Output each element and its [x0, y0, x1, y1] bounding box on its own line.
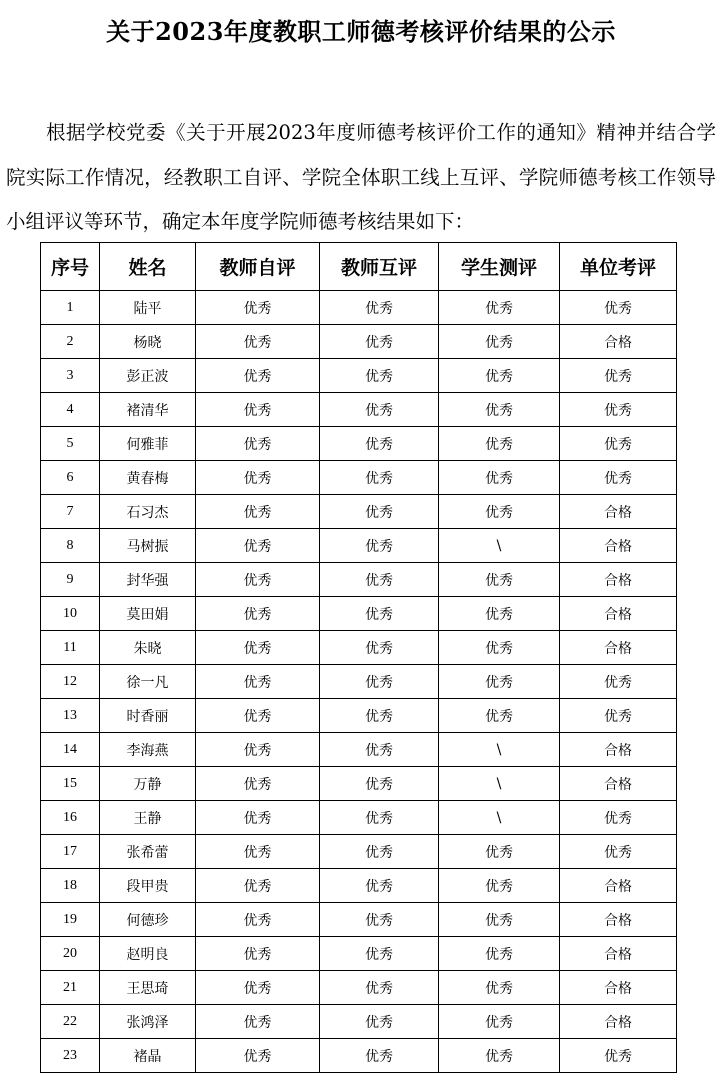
cell-index: 17	[41, 835, 100, 869]
cell-index: 12	[41, 665, 100, 699]
cell-unit-eval: 合格	[560, 937, 677, 971]
header-unit-eval: 单位考评	[560, 243, 677, 291]
cell-index: 21	[41, 971, 100, 1005]
table-row	[41, 767, 677, 801]
cell-self-eval: 优秀	[196, 937, 320, 971]
cell-unit-eval: 优秀	[560, 393, 677, 427]
results-table	[40, 242, 677, 1073]
cell-name: 张鸿泽	[100, 1005, 196, 1039]
cell-name: 黄春梅	[100, 461, 196, 495]
cell-student-eval: 优秀	[439, 291, 560, 325]
cell-name: 王思琦	[100, 971, 196, 1005]
cell-self-eval: 优秀	[196, 597, 320, 631]
cell-unit-eval: 合格	[560, 903, 677, 937]
cell-student-eval: 优秀	[439, 699, 560, 733]
cell-peer-eval: 优秀	[320, 597, 439, 631]
cell-name: 石习杰	[100, 495, 196, 529]
cell-student-eval: 优秀	[439, 461, 560, 495]
cell-peer-eval: 优秀	[320, 631, 439, 665]
table-row	[41, 869, 677, 903]
cell-student-eval: \	[439, 733, 560, 767]
cell-index: 19	[41, 903, 100, 937]
cell-student-eval: 优秀	[439, 563, 560, 597]
cell-name: 马树振	[100, 529, 196, 563]
table-row	[41, 427, 677, 461]
intro-paragraph: 根据学校党委《关于开展2023年度师德考核评价工作的通知》精神并结合学院实际工作情况，经教职工自评、学院全体职工线上互评、学院师德考核工作领导小组评议等环节，确定本年度学院师德考核结果如下：	[6, 121, 716, 233]
cell-index: 14	[41, 733, 100, 767]
cell-name: 褚晶	[100, 1039, 196, 1073]
cell-student-eval: 优秀	[439, 1005, 560, 1039]
cell-index: 16	[41, 801, 100, 835]
cell-peer-eval: 优秀	[320, 733, 439, 767]
cell-peer-eval: 优秀	[320, 359, 439, 393]
cell-unit-eval: 优秀	[560, 291, 677, 325]
header-index: 序号	[41, 243, 100, 291]
cell-peer-eval: 优秀	[320, 461, 439, 495]
cell-student-eval: 优秀	[439, 835, 560, 869]
cell-student-eval: 优秀	[439, 903, 560, 937]
cell-peer-eval: 优秀	[320, 529, 439, 563]
cell-name: 莫田娟	[100, 597, 196, 631]
cell-peer-eval: 优秀	[320, 325, 439, 359]
cell-self-eval: 优秀	[196, 699, 320, 733]
cell-unit-eval: 合格	[560, 495, 677, 529]
cell-peer-eval: 优秀	[320, 699, 439, 733]
cell-peer-eval: 优秀	[320, 393, 439, 427]
cell-self-eval: 优秀	[196, 801, 320, 835]
cell-student-eval: 优秀	[439, 359, 560, 393]
cell-unit-eval: 优秀	[560, 427, 677, 461]
cell-peer-eval: 优秀	[320, 563, 439, 597]
cell-self-eval: 优秀	[196, 767, 320, 801]
cell-unit-eval: 优秀	[560, 1039, 677, 1073]
table-row	[41, 563, 677, 597]
table-row	[41, 835, 677, 869]
cell-name: 何德珍	[100, 903, 196, 937]
cell-self-eval: 优秀	[196, 529, 320, 563]
cell-self-eval: 优秀	[196, 1039, 320, 1073]
cell-name: 徐一凡	[100, 665, 196, 699]
cell-name: 张希蕾	[100, 835, 196, 869]
table-row	[41, 665, 677, 699]
cell-unit-eval: 优秀	[560, 699, 677, 733]
cell-self-eval: 优秀	[196, 733, 320, 767]
table-row	[41, 903, 677, 937]
cell-student-eval: 优秀	[439, 427, 560, 461]
cell-name: 陆平	[100, 291, 196, 325]
cell-unit-eval: 优秀	[560, 665, 677, 699]
table-row	[41, 461, 677, 495]
cell-unit-eval: 优秀	[560, 461, 677, 495]
cell-unit-eval: 合格	[560, 733, 677, 767]
cell-student-eval: 优秀	[439, 597, 560, 631]
cell-self-eval: 优秀	[196, 869, 320, 903]
cell-unit-eval: 优秀	[560, 835, 677, 869]
cell-index: 11	[41, 631, 100, 665]
cell-unit-eval: 优秀	[560, 801, 677, 835]
table-row	[41, 325, 677, 359]
table-row	[41, 1005, 677, 1039]
table-row	[41, 1039, 677, 1073]
cell-index: 7	[41, 495, 100, 529]
table-row	[41, 529, 677, 563]
cell-index: 2	[41, 325, 100, 359]
cell-peer-eval: 优秀	[320, 971, 439, 1005]
table-row	[41, 699, 677, 733]
cell-peer-eval: 优秀	[320, 427, 439, 461]
cell-index: 13	[41, 699, 100, 733]
cell-self-eval: 优秀	[196, 291, 320, 325]
cell-name: 时香丽	[100, 699, 196, 733]
cell-student-eval: 优秀	[439, 869, 560, 903]
cell-peer-eval: 优秀	[320, 767, 439, 801]
cell-unit-eval: 合格	[560, 1005, 677, 1039]
cell-index: 23	[41, 1039, 100, 1073]
header-self-eval: 教师自评	[196, 243, 320, 291]
cell-self-eval: 优秀	[196, 495, 320, 529]
header-student-eval: 学生测评	[439, 243, 560, 291]
cell-index: 10	[41, 597, 100, 631]
cell-unit-eval: 合格	[560, 597, 677, 631]
cell-index: 8	[41, 529, 100, 563]
cell-peer-eval: 优秀	[320, 801, 439, 835]
cell-name: 万静	[100, 767, 196, 801]
cell-index: 5	[41, 427, 100, 461]
document-title: 关于2023年度教职工师德考核评价结果的公示	[106, 17, 616, 46]
cell-self-eval: 优秀	[196, 631, 320, 665]
cell-unit-eval: 合格	[560, 869, 677, 903]
cell-student-eval: \	[439, 767, 560, 801]
cell-unit-eval: 合格	[560, 325, 677, 359]
table-row	[41, 937, 677, 971]
cell-index: 15	[41, 767, 100, 801]
cell-name: 朱晓	[100, 631, 196, 665]
cell-peer-eval: 优秀	[320, 1005, 439, 1039]
cell-name: 段甲贵	[100, 869, 196, 903]
table-row	[41, 291, 677, 325]
cell-self-eval: 优秀	[196, 1005, 320, 1039]
table-row	[41, 495, 677, 529]
cell-unit-eval: 优秀	[560, 359, 677, 393]
cell-student-eval: 优秀	[439, 393, 560, 427]
cell-unit-eval: 合格	[560, 563, 677, 597]
table-row	[41, 597, 677, 631]
cell-student-eval: \	[439, 529, 560, 563]
cell-unit-eval: 合格	[560, 767, 677, 801]
cell-student-eval: 优秀	[439, 631, 560, 665]
cell-index: 20	[41, 937, 100, 971]
cell-student-eval: 优秀	[439, 937, 560, 971]
cell-index: 6	[41, 461, 100, 495]
cell-self-eval: 优秀	[196, 325, 320, 359]
cell-self-eval: 优秀	[196, 359, 320, 393]
cell-name: 李海燕	[100, 733, 196, 767]
cell-peer-eval: 优秀	[320, 835, 439, 869]
cell-student-eval: 优秀	[439, 971, 560, 1005]
header-name: 姓名	[100, 243, 196, 291]
cell-peer-eval: 优秀	[320, 937, 439, 971]
cell-student-eval: 优秀	[439, 495, 560, 529]
cell-name: 褚清华	[100, 393, 196, 427]
cell-index: 18	[41, 869, 100, 903]
cell-peer-eval: 优秀	[320, 903, 439, 937]
cell-self-eval: 优秀	[196, 971, 320, 1005]
table-row	[41, 631, 677, 665]
cell-peer-eval: 优秀	[320, 495, 439, 529]
table-row	[41, 801, 677, 835]
cell-peer-eval: 优秀	[320, 869, 439, 903]
cell-peer-eval: 优秀	[320, 665, 439, 699]
header-peer-eval: 教师互评	[320, 243, 439, 291]
cell-student-eval: 优秀	[439, 325, 560, 359]
cell-self-eval: 优秀	[196, 665, 320, 699]
cell-self-eval: 优秀	[196, 835, 320, 869]
cell-name: 王静	[100, 801, 196, 835]
cell-peer-eval: 优秀	[320, 1039, 439, 1073]
cell-unit-eval: 合格	[560, 631, 677, 665]
table-body	[41, 291, 677, 1073]
cell-index: 4	[41, 393, 100, 427]
cell-unit-eval: 合格	[560, 529, 677, 563]
cell-index: 22	[41, 1005, 100, 1039]
table-row	[41, 393, 677, 427]
cell-self-eval: 优秀	[196, 903, 320, 937]
cell-index: 1	[41, 291, 100, 325]
cell-student-eval: 优秀	[439, 1039, 560, 1073]
cell-index: 3	[41, 359, 100, 393]
table-row	[41, 359, 677, 393]
cell-name: 封华强	[100, 563, 196, 597]
table-row	[41, 733, 677, 767]
cell-name: 赵明良	[100, 937, 196, 971]
cell-name: 杨晓	[100, 325, 196, 359]
cell-peer-eval: 优秀	[320, 291, 439, 325]
cell-unit-eval: 合格	[560, 971, 677, 1005]
cell-self-eval: 优秀	[196, 461, 320, 495]
cell-student-eval: \	[439, 801, 560, 835]
cell-self-eval: 优秀	[196, 427, 320, 461]
cell-name: 何雅菲	[100, 427, 196, 461]
table-header-row	[41, 243, 677, 291]
cell-self-eval: 优秀	[196, 563, 320, 597]
table-row	[41, 971, 677, 1005]
cell-student-eval: 优秀	[439, 665, 560, 699]
cell-self-eval: 优秀	[196, 393, 320, 427]
cell-name: 彭正波	[100, 359, 196, 393]
cell-index: 9	[41, 563, 100, 597]
